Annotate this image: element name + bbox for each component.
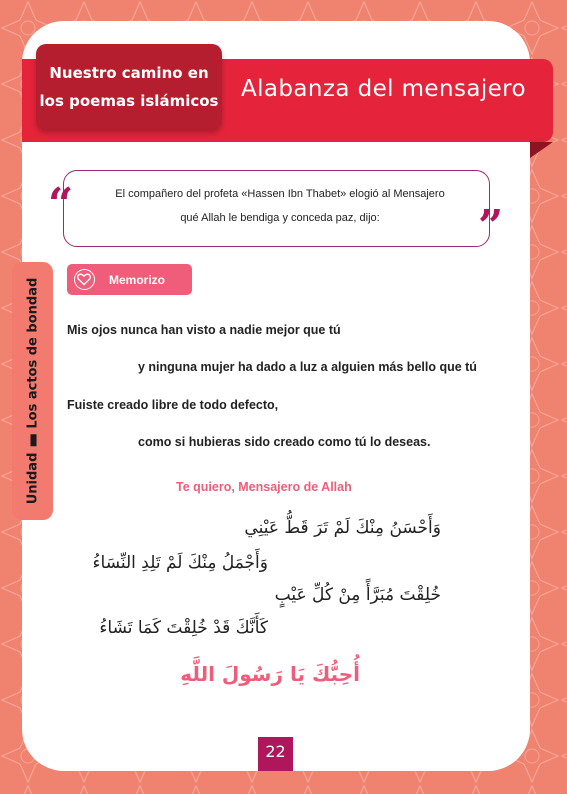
- love-line-es: Te quiero, Mensajero de Allah: [176, 480, 352, 494]
- page-number: 22: [258, 737, 293, 771]
- verse-es-3: Fuiste creado libre de todo defecto,: [67, 398, 279, 412]
- verse-es-2: y ninguna mujer ha dado a luz a alguien más bello que tú: [138, 360, 477, 374]
- lesson-title: Alabanza del mensajero: [241, 76, 526, 102]
- verse-ar-3: خُلِقْتَ مُبَرَّأً مِنْ كُلِّ عَيْبٍ: [274, 585, 441, 605]
- verse-es-4: como si hubieras sido creado como tú lo deseas.: [138, 435, 431, 449]
- unit-title-line-1: Nuestro camino en: [49, 63, 209, 82]
- open-quote-icon: “: [48, 179, 74, 230]
- love-line-ar: أُحِبُّكَ يَا رَسُولَ اللَّهِ: [180, 662, 360, 686]
- unit-label: Unidad: [25, 452, 41, 505]
- unit-side-label: [26, 278, 41, 505]
- intro-text: [95, 182, 465, 230]
- unit-title-line-2: los poemas islámicos: [39, 91, 219, 110]
- intro-line-1: El compañero del profeta «Hassen Ibn Thabet» elogió al Mensajero: [115, 188, 445, 200]
- close-quote-icon: ”: [478, 201, 504, 252]
- verse-ar-2: وَأَجْمَلُ مِنْكَ لَمْ تَلِدِ النِّسَاءُ: [92, 553, 268, 573]
- memorize-label: Memorizo: [109, 273, 166, 287]
- verse-es-1: Mis ojos nunca han visto a nadie mejor que tú: [67, 323, 341, 337]
- unit-separator: [30, 435, 36, 447]
- banner-fold: [530, 142, 553, 158]
- intro-line-2: qué Allah le bendiga y conceda paz, dijo:: [180, 212, 380, 224]
- unit-title-tag: [36, 44, 222, 129]
- unit-name: Los actos de bondad: [25, 277, 41, 429]
- memorize-badge: [67, 264, 192, 295]
- heart-icon: [74, 269, 95, 290]
- verse-ar-1: وَأَحْسَنُ مِنْكَ لَمْ تَرَ قَطُّ عَيْنِي: [244, 518, 441, 538]
- verse-ar-4: كَأَنَّكَ قَدْ خُلِقْتَ كَمَا تَشَاءُ: [99, 618, 268, 638]
